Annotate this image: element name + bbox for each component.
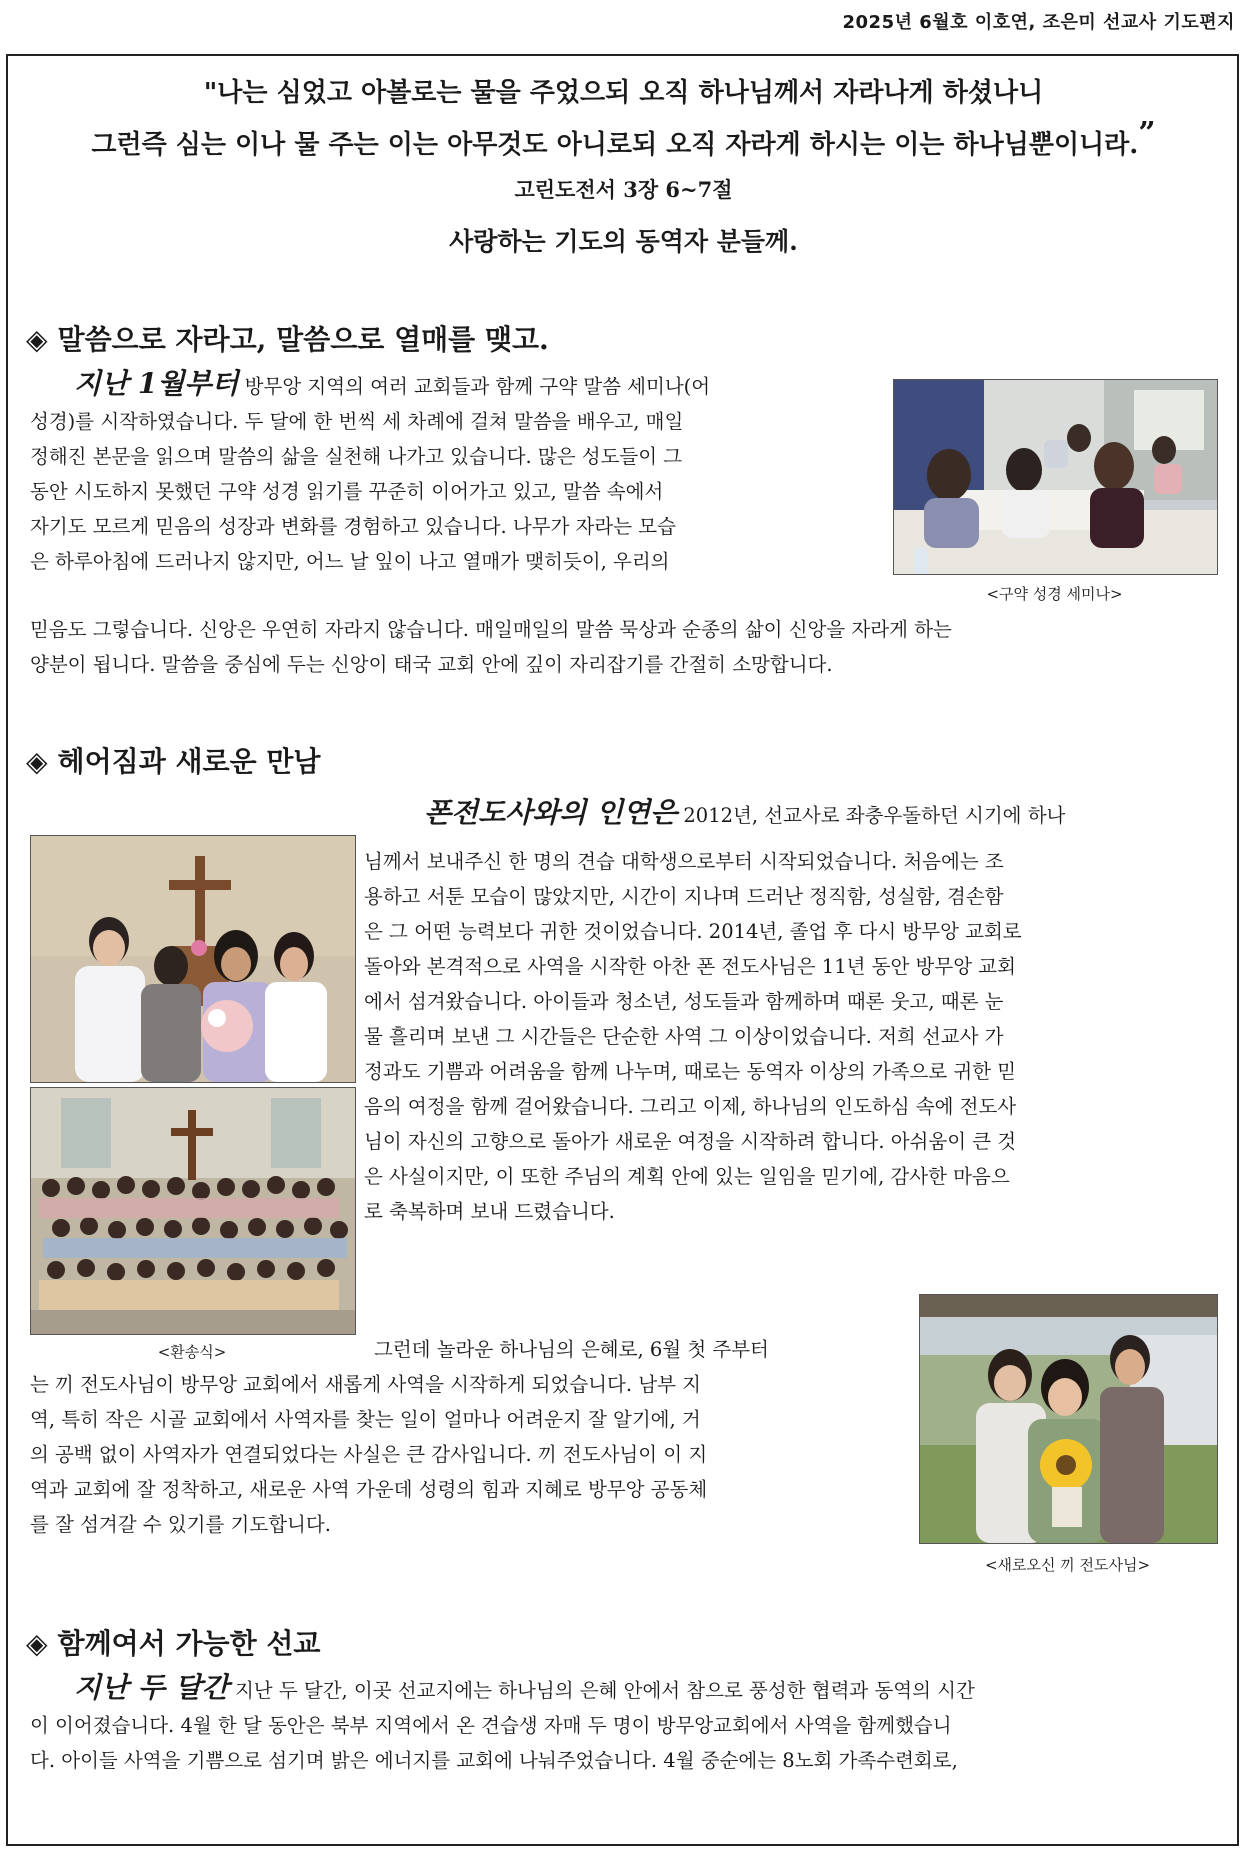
diamond-icon: ◈ bbox=[26, 323, 48, 356]
section-2-lead: 폰전도사와의 인연은 bbox=[424, 796, 678, 829]
section-2-title-text: 헤어짐과 새로운 만남 bbox=[57, 745, 321, 778]
section-3-line: 다. 아이들 사역을 기쁨으로 섬기며 밝은 에너지를 교회에 나눠주었습니다. 4월 중순에는 8노회 가족수련회로, bbox=[30, 1749, 958, 1772]
verse-line-2-text: 그런즉 심는 이나 물 주는 이는 아무것도 아니로되 오직 자라게 하시는 이는 하나님뿐이니라. bbox=[91, 130, 1139, 160]
farewell-group-image bbox=[31, 1088, 355, 1334]
section-2-body-second bbox=[30, 1332, 910, 1542]
seminar-photo-image bbox=[894, 380, 1217, 574]
farewell-group-photo bbox=[30, 1087, 356, 1335]
farewell-portrait-photo bbox=[30, 835, 356, 1083]
section-3-title-text: 함께여서 가능한 선교 bbox=[57, 1627, 321, 1660]
section-1-title bbox=[26, 318, 549, 358]
section-2-first-line bbox=[424, 795, 1220, 833]
section-2-title bbox=[26, 740, 320, 780]
section-2-line: 님이 자신의 고향으로 돌아가 새로운 여정을 시작하려 합니다. 아쉬움이 큰 것 bbox=[364, 1130, 1017, 1153]
verse-close-quote: ” bbox=[1138, 116, 1156, 151]
section-1-line: 믿음도 그렇습니다. 신앙은 우연히 자라지 않습니다. 매일매일의 말씀 묵상과 순종의 삶이 신앙을 자라게 하는 bbox=[30, 618, 952, 641]
farewell-photo-caption: <환송식> bbox=[157, 1343, 227, 1361]
section-1-line: 양분이 됩니다. 말씀을 중심에 두는 신앙이 태국 교회 안에 깊이 자리잡기를 간절히 소망합니다. bbox=[30, 653, 833, 676]
seminar-photo bbox=[893, 379, 1218, 575]
section-1-line: 자기도 모르게 믿음의 성장과 변화를 경험하고 있습니다. 나무가 자라는 모습 bbox=[30, 515, 676, 538]
section-3-line: 지난 두 달간, 이곳 선교지에는 하나님의 은혜 안에서 참으로 풍성한 협력과 동역의 시간 bbox=[228, 1679, 975, 1702]
new-evangelist-photo bbox=[919, 1294, 1218, 1544]
greeting: 사랑하는 기도의 동역자 분들께. bbox=[449, 227, 798, 256]
section-2-line: 2012년, 선교사로 좌충우돌하던 시기에 하나 bbox=[677, 804, 1066, 827]
section-1-title-text: 말씀으로 자라고, 말씀으로 열매를 맺고. bbox=[57, 323, 549, 356]
section-1-body bbox=[30, 366, 885, 579]
section-2-line: 로 축복하며 보내 드렸습니다. bbox=[364, 1200, 615, 1223]
section-2-line: 용하고 서툰 모습이 많았지만, 시간이 지나며 드러난 정직함, 성실함, 겸손함 bbox=[364, 885, 1004, 908]
section-2-line: 돌아와 본격적으로 사역을 시작한 아찬 폰 전도사님은 11년 동안 방무앙 교회 bbox=[364, 955, 1016, 978]
verse-line-1: "나는 심었고 아볼로는 물을 주었으되 오직 하나님께서 자라나게 하셨나니 bbox=[203, 78, 1044, 108]
section-2-line: 의 공백 없이 사역자가 연결되었다는 사실은 큰 감사입니다. 끼 전도사님이 이 지 bbox=[30, 1443, 708, 1466]
section-3-title bbox=[26, 1622, 320, 1662]
section-2-line: 에서 섬겨왔습니다. 아이들과 청소년, 성도들과 함께하며 때론 웃고, 때론 눈 bbox=[364, 990, 1004, 1013]
section-1-line: 은 하루아침에 드러나지 않지만, 어느 날 잎이 나고 열매가 맺히듯이, 우리의 bbox=[30, 550, 670, 573]
section-2-line: 은 사실이지만, 이 또한 주님의 계획 안에 있는 일임을 믿기에, 감사한 마음으 bbox=[364, 1165, 1010, 1188]
diamond-icon: ◈ bbox=[26, 1627, 48, 1660]
section-2-line: 님께서 보내주신 한 명의 견습 대학생으로부터 시작되었습니다. 처음에는 조 bbox=[364, 850, 1004, 873]
section-1-line: 동안 시도하지 못했던 구약 성경 읽기를 꾸준히 이어가고 있고, 말씀 속에서 bbox=[30, 480, 664, 503]
section-1-line: 성경)를 시작하였습니다. 두 달에 한 번씩 세 차례에 걸쳐 말씀을 배우고, 매일 bbox=[30, 410, 684, 433]
section-2-line: 물 흘리며 보낸 그 시간들은 단순한 사역 그 이상이었습니다. 저희 선교사 가 bbox=[364, 1025, 1004, 1048]
section-2-line: 를 잘 섬겨갈 수 있기를 기도합니다. bbox=[30, 1513, 331, 1536]
section-2-line: 그런데 놀라운 하나님의 은혜로, 6월 첫 주부터 bbox=[374, 1338, 769, 1361]
section-2-body bbox=[364, 844, 1220, 1229]
section-3-line: 이 이어졌습니다. 4월 한 달 동안은 북부 지역에서 온 견습생 자매 두 명이 방무앙교회에서 사역을 함께했습니 bbox=[30, 1714, 952, 1737]
new-evangelist-image bbox=[920, 1295, 1217, 1543]
section-1-line: 정해진 본문을 읽으며 말씀의 삶을 실천해 나가고 있습니다. 많은 성도들이 그 bbox=[30, 445, 683, 468]
section-2-line: 음의 여정을 함께 걸어왔습니다. 그리고 이제, 하나님의 인도하심 속에 전도사 bbox=[364, 1095, 1017, 1118]
farewell-portrait-image bbox=[31, 836, 355, 1082]
new-evangelist-caption: <새로오신 끼 전도사님> bbox=[984, 1556, 1151, 1574]
section-2-line: 는 끼 전도사님이 방무앙 교회에서 새롭게 사역을 시작하게 되었습니다. 남부 지 bbox=[30, 1373, 701, 1396]
section-1-line: 방무앙 지역의 여러 교회들과 함께 구약 말씀 세미나(어 bbox=[238, 375, 711, 398]
section-2-line: 역과 교회에 잘 정착하고, 새로운 사역 가운데 성령의 힘과 지혜로 방무앙 공동체 bbox=[30, 1478, 708, 1501]
letter-header: 2025년 6월호 이호연, 조은미 선교사 기도편지 bbox=[842, 12, 1235, 33]
section-2-line: 역, 특히 작은 시골 교회에서 사역자를 찾는 일이 얼마나 어려운지 잘 알기에, 거 bbox=[30, 1408, 701, 1431]
seminar-photo-caption: <구약 성경 세미나> bbox=[986, 585, 1123, 603]
verse-line-2 bbox=[0, 116, 1247, 161]
section-2-line: 정과도 기쁨과 어려움을 함께 나누며, 때로는 동역자 이상의 가족으로 귀한 믿 bbox=[364, 1060, 1017, 1083]
section-3-lead: 지난 두 달간 bbox=[74, 1671, 229, 1704]
section-1-body-full bbox=[30, 612, 1220, 682]
section-1-lead: 지난 1월부터 bbox=[74, 367, 239, 400]
verse-reference: 고린도전서 3장 6~7절 bbox=[514, 177, 733, 202]
diamond-icon: ◈ bbox=[26, 745, 48, 778]
section-3-body bbox=[30, 1670, 1220, 1778]
section-2-line: 은 그 어떤 능력보다 귀한 것이었습니다. 2014년, 졸업 후 다시 방무앙 교회로 bbox=[364, 920, 1022, 943]
